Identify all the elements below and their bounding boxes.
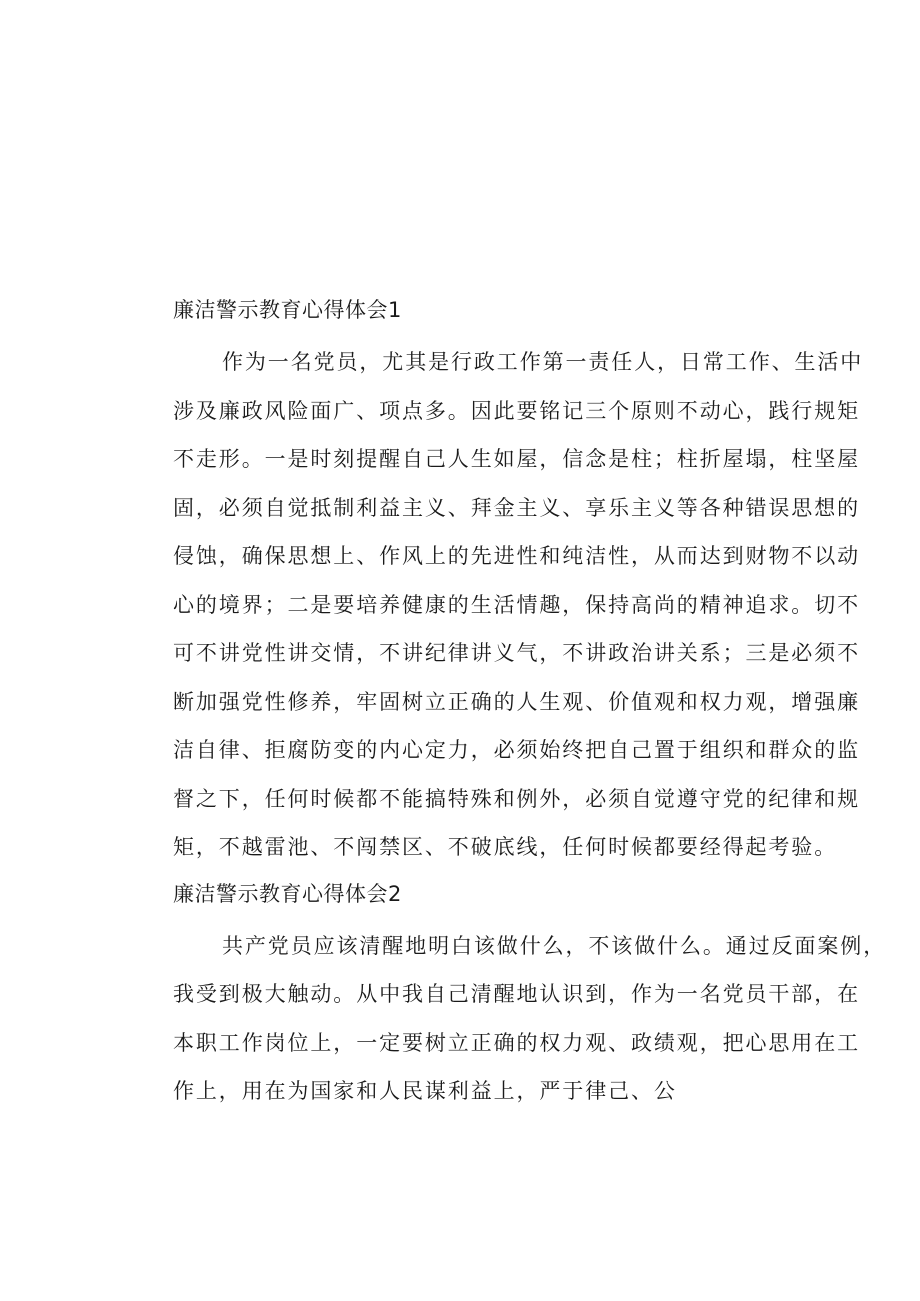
paragraph-line: 固，必须自觉抵制利益主义、拜金主义、享乐主义等各种错误思想的	[173, 495, 860, 520]
paragraph-line: 矩，不越雷池、不闯禁区、不破底线，任何时候都要经得起考验。	[173, 835, 838, 859]
document-body	[124, 288, 887, 1116]
paragraph-line: 督之下，任何时候都不能搞特殊和例外，必须自觉遵守党的纪律和规	[173, 786, 860, 811]
paragraph-line: 不走形。一是时刻提醒自己人生如屋，信念是柱；柱折屋塌，柱坚屋	[173, 447, 860, 471]
section-2-paragraph	[124, 922, 887, 1116]
paragraph-line: 涉及廉政风险面广、项点多。因此要铭记三个原则不动心，践行规矩	[173, 398, 860, 423]
paragraph-line: 断加强党性修养，牢固树立正确的人生观、价值观和权力观，增强廉	[173, 689, 860, 714]
section-2-heading: 廉洁警示教育心得体会2	[173, 881, 402, 906]
paragraph-line: 心的境界；二是要培养健康的生活情趣，保持高尚的精神追求。切不	[173, 592, 860, 617]
paragraph-line: 可不讲党性讲交情，不讲纪律讲义气，不讲政治讲关系；三是必须不	[173, 641, 860, 665]
paragraph-line: 共产党员应该清醒地明白该做什么，不该做什么。通过反面案例，	[222, 933, 887, 958]
section-1-heading: 廉洁警示教育心得体会1	[173, 298, 402, 322]
section-1-paragraph	[124, 338, 864, 872]
paragraph-line: 作为一名党员，尤其是行政工作第一责任人，日常工作、生活中	[222, 350, 864, 374]
paragraph-line: 洁自律、拒腐防变的内心定力，必须始终把自己置于组织和群众的监	[173, 738, 860, 762]
paragraph-line: 我受到极大触动。从中我自己清醒地认识到，作为一名党员干部，在	[173, 982, 860, 1006]
paragraph-line: 作上，用在为国家和人民谋利益上，严于律己、公	[173, 1079, 677, 1103]
paragraph-line: 本职工作岗位上，一定要树立正确的权力观、政绩观，把心思用在工	[173, 1030, 860, 1055]
paragraph-line: 侵蚀，确保思想上、作风上的先进性和纯洁性，从而达到财物不以动	[173, 544, 860, 568]
